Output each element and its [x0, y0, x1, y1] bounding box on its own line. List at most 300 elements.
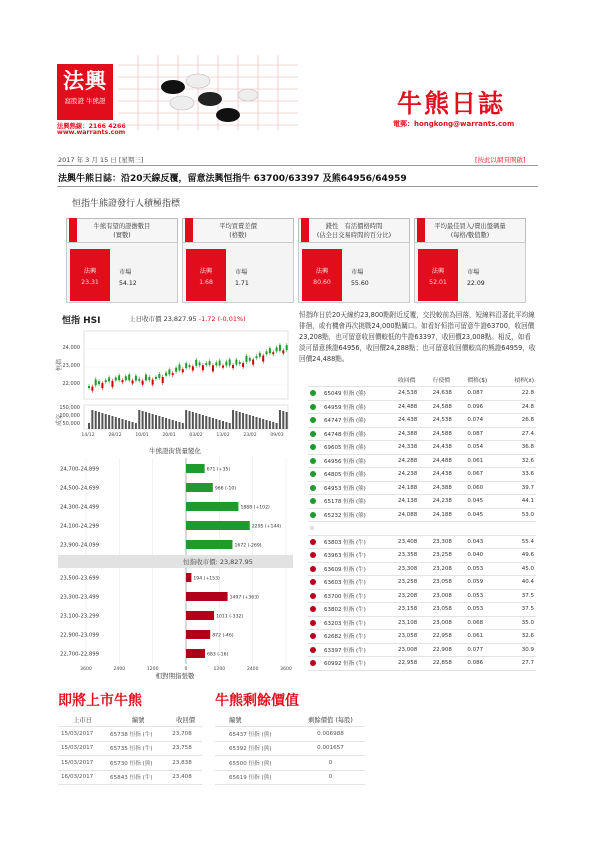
col-header: 槓桿(x) — [501, 373, 536, 387]
bull-dot-icon — [310, 552, 316, 558]
code-cell[interactable]: 64959 恒指 (熊) — [322, 400, 396, 414]
bull-dot-icon — [310, 606, 316, 612]
candle — [235, 360, 237, 365]
card-header — [66, 218, 178, 242]
candle — [168, 369, 170, 374]
col-header — [322, 373, 396, 387]
bear-bar — [186, 630, 210, 639]
strike-cell: 23,008 — [431, 589, 466, 603]
col-header: 收回價 — [396, 373, 431, 387]
volume-bar — [135, 423, 137, 429]
leverage-cell: 49.6 — [501, 549, 536, 563]
close-price-label: 恒指收市價: 23,827.95 — [183, 558, 253, 566]
candle — [115, 377, 117, 380]
candle — [199, 362, 201, 365]
call-price-cell: 23,708 — [169, 727, 202, 742]
market-value: 1.71 — [235, 280, 249, 287]
status-cell — [308, 441, 322, 455]
status-cell — [308, 414, 322, 428]
card-header — [298, 218, 410, 242]
code-cell[interactable]: 64748 恒指 (熊) — [322, 427, 396, 441]
market-block — [119, 267, 137, 289]
status-cell — [308, 468, 322, 482]
volume-bar — [259, 418, 261, 429]
residual-value-cell: 0.001657 — [296, 741, 365, 756]
code-cell[interactable]: 65735 恒指 (牛) — [107, 741, 169, 756]
candle — [212, 365, 214, 371]
bar-value-label: 194 (+153) — [193, 576, 220, 582]
bear-bar — [186, 611, 214, 620]
card-body — [66, 242, 178, 303]
candle — [222, 366, 224, 368]
table-row[interactable] — [308, 576, 536, 590]
card-body — [298, 242, 410, 303]
website-link[interactable]: www.warrants.com — [57, 129, 126, 136]
date-tick: 03/02 — [189, 433, 203, 438]
table-header-row — [58, 712, 202, 727]
volume-bar — [105, 414, 107, 429]
contact-email[interactable]: 電郵：hongkong@warrants.com — [393, 120, 515, 128]
candle — [145, 374, 147, 380]
call-price-cell: 23,308 — [396, 562, 431, 576]
table-row[interactable] — [215, 756, 365, 771]
leverage-cell: 32.6 — [501, 630, 536, 644]
listing-date-cell: 16/03/2017 — [58, 770, 107, 785]
bar-value-label: 1888 (+102) — [240, 505, 270, 511]
candle — [155, 377, 157, 379]
table-row[interactable] — [308, 643, 536, 657]
card-title: 平均最佳買入/賣出盤碼量 — [434, 223, 506, 230]
candle — [209, 361, 211, 365]
indicator-card — [298, 218, 410, 303]
volume-bar — [115, 417, 117, 429]
divider — [57, 165, 538, 166]
volume-bar — [118, 418, 120, 429]
table-row[interactable] — [308, 522, 536, 536]
hsi-title: 恒指 HSI — [62, 316, 101, 326]
candle — [91, 387, 93, 391]
table-row[interactable] — [308, 495, 536, 509]
table-row[interactable] — [215, 741, 365, 756]
code-cell[interactable]: 63397 恒指 (牛) — [322, 643, 396, 657]
price-axis-label: 恒指 — [56, 358, 63, 371]
price-tick: 23,000 — [62, 363, 80, 369]
bar-range-label: 23,500-23,699 — [60, 575, 99, 582]
bar-value-label: 1497 (+363) — [229, 595, 259, 601]
volume-bar — [189, 411, 191, 429]
leverage-cell: 37.5 — [501, 603, 536, 617]
code-cell[interactable]: 65730 恒指 (熊) — [107, 756, 169, 771]
code-cell[interactable]: 63963 恒指 (牛) — [322, 549, 396, 563]
bar-range-label: 24,300-24,499 — [60, 504, 99, 511]
volume-bars — [88, 410, 288, 429]
table-header-row — [215, 712, 365, 727]
candle — [252, 360, 254, 365]
candle — [118, 375, 120, 380]
strike-cell: 23,208 — [431, 562, 466, 576]
table-row[interactable] — [58, 727, 202, 742]
candle — [125, 376, 127, 380]
status-cell — [308, 535, 322, 549]
volume-bar — [138, 410, 140, 429]
leverage-cell: 40.4 — [501, 576, 536, 590]
leverage-cell: 36.8 — [501, 441, 536, 455]
col-header: 行使價 — [431, 373, 466, 387]
code-cell[interactable]: 64747 恒指 (熊) — [322, 414, 396, 428]
table-row[interactable] — [308, 562, 536, 576]
price-cell: 0.053 — [465, 562, 501, 576]
table-row[interactable] — [308, 508, 536, 522]
table-row[interactable] — [58, 770, 202, 785]
thumbs-up-icon — [186, 249, 226, 301]
strike-cell: 23,008 — [431, 616, 466, 630]
x-tick: 0 — [184, 667, 188, 672]
bull-dot-icon — [310, 633, 316, 639]
code-cell[interactable]: 62682 恒指 (牛) — [322, 630, 396, 644]
strike-cell: 22,908 — [431, 643, 466, 657]
thumbs-up-icon — [418, 249, 458, 301]
volume-bar — [272, 422, 274, 429]
market-label: 市場 — [467, 269, 480, 276]
code-cell[interactable]: 63203 恒指 (牛) — [322, 616, 396, 630]
volume-bar — [225, 422, 227, 429]
card-body — [414, 242, 526, 303]
residual-value-cell: 0 — [296, 756, 365, 771]
table-row[interactable] — [308, 387, 536, 401]
hsi-candlestick-chart — [58, 326, 293, 438]
code-cell[interactable]: 64805 恒指 (熊) — [322, 468, 396, 482]
market-block — [351, 267, 369, 289]
status-cell — [308, 616, 322, 630]
bear-dot-icon — [310, 390, 316, 396]
bear-dot-icon — [310, 471, 316, 477]
date-tick: 23/02 — [243, 433, 257, 438]
strike-cell: 24,238 — [431, 495, 466, 509]
price-cell: 0.068 — [465, 616, 501, 630]
leverage-cell: 24.8 — [501, 400, 536, 414]
volume-bar — [232, 410, 234, 429]
code-cell[interactable]: 65049 恒指 (熊) — [322, 387, 396, 401]
volume-bar — [175, 421, 177, 429]
candle — [138, 379, 140, 381]
vol-tick: 100,000 — [59, 413, 80, 419]
code-cell[interactable]: 64953 恒指 (熊) — [322, 481, 396, 495]
code-cell[interactable]: 60992 恒指 (牛) — [322, 657, 396, 671]
price-cell: 0.087 — [465, 387, 501, 401]
status-cell — [308, 508, 322, 522]
vol-tick: 150,000 — [59, 405, 80, 411]
price-cell: 0.054 — [465, 441, 501, 455]
card-subtitle: (佔全日交易時間的百分比) — [316, 232, 392, 239]
table-row[interactable] — [308, 657, 536, 671]
leverage-cell: 35.0 — [501, 616, 536, 630]
candle — [229, 359, 231, 365]
x-tick: 2400 — [113, 667, 126, 672]
code-cell[interactable]: 65178 恒指 (熊) — [322, 495, 396, 509]
bull-dot-icon — [310, 593, 316, 599]
volume-bar — [262, 419, 264, 429]
card-subtitle: (每格/數值數) — [450, 232, 490, 239]
candle — [148, 377, 150, 380]
volume-bar — [279, 410, 281, 429]
candle — [165, 373, 167, 376]
volume-bar — [286, 412, 288, 429]
table-row[interactable] — [308, 549, 536, 563]
table-row[interactable] — [308, 535, 536, 549]
price-cell: 0.045 — [465, 508, 501, 522]
table-row[interactable] — [308, 454, 536, 468]
table-row[interactable] — [308, 427, 536, 441]
call-price-cell: 23,008 — [396, 643, 431, 657]
table-row[interactable] — [308, 414, 536, 428]
x-tick: 1200 — [146, 667, 159, 672]
code-cell[interactable]: 65843 恒指 (牛) — [107, 770, 169, 785]
bull-dot-icon — [310, 539, 316, 545]
volume-bar — [108, 415, 110, 429]
price-cell: 0.086 — [465, 657, 501, 671]
candle — [98, 381, 100, 384]
price-cell: 0.053 — [465, 603, 501, 617]
table-row[interactable] — [308, 603, 536, 617]
price-cell: 0.040 — [465, 549, 501, 563]
bear-bar — [186, 649, 205, 658]
table-row[interactable] — [215, 770, 365, 785]
hotline: 法興熱線：2166 4266 — [57, 123, 126, 130]
strike-cell: 24,538 — [431, 414, 466, 428]
col-header: 編號 — [107, 712, 169, 727]
candle — [135, 376, 137, 381]
go-board-decoration-icon — [118, 55, 298, 130]
bar-range-label: 23,100-23,299 — [60, 613, 99, 620]
sg-label: 法興 — [199, 268, 213, 275]
candle — [172, 373, 174, 375]
table-row[interactable] — [308, 481, 536, 495]
leverage-cell: 27.4 — [501, 427, 536, 441]
volume-bar — [212, 418, 214, 429]
code-cell[interactable]: 65232 恒指 (熊) — [322, 508, 396, 522]
card-header — [414, 218, 526, 242]
bull-bar — [186, 521, 250, 530]
strike-cell: 23,308 — [431, 535, 466, 549]
volume-bar — [229, 423, 231, 429]
bear-dot-icon — [310, 485, 316, 491]
leverage-cell: 55.4 — [501, 535, 536, 549]
strike-cell: 24,188 — [431, 508, 466, 522]
code-cell[interactable]: 65437 恒指 (熊) — [215, 727, 296, 742]
hsi-change: -1.72 (-0.01%) — [198, 315, 246, 323]
table-row[interactable] — [308, 630, 536, 644]
table-row[interactable] — [58, 741, 202, 756]
status-cell — [308, 630, 322, 644]
table-row[interactable] — [308, 441, 536, 455]
bar-range-label: 22,700-22,899 — [60, 651, 99, 658]
hsi-close-value: 23,827.95 — [163, 315, 197, 323]
code-cell[interactable]: 65500 恒指 (熊) — [215, 756, 296, 771]
card-header — [182, 218, 294, 242]
market-label: 市場 — [235, 269, 248, 276]
volume-bar — [88, 423, 90, 429]
code-cell[interactable]: 63802 恒指 (牛) — [322, 603, 396, 617]
status-cell — [308, 589, 322, 603]
candle — [192, 366, 194, 370]
candle — [259, 353, 261, 357]
candle — [219, 361, 221, 366]
volume-bar — [282, 411, 284, 429]
candle — [232, 365, 234, 368]
candle — [205, 363, 207, 365]
bar-chart-title: 牛熊證街貨量變化 — [149, 447, 201, 455]
status-cell — [308, 387, 322, 401]
call-price-cell: 22,958 — [396, 657, 431, 671]
call-price-cell: 23,408 — [169, 770, 202, 785]
candle — [158, 374, 160, 378]
market-value: 55.60 — [351, 280, 369, 287]
candle — [162, 377, 164, 383]
bar-value-label: 671 (+35) — [206, 467, 231, 473]
strike-cell: 23,058 — [431, 576, 466, 590]
volume-bar — [91, 410, 93, 429]
thumbs-up-icon — [302, 249, 342, 301]
card-title: 牛熊有望的證擔數目 — [93, 223, 151, 230]
col-header: 價格($) — [465, 373, 501, 387]
code-cell[interactable]: 63803 恒指 (牛) — [322, 535, 396, 549]
residual-value-cell: 0 — [296, 770, 365, 785]
leverage-cell: 26.8 — [501, 414, 536, 428]
volume-bar — [122, 419, 124, 429]
indicator-section-title: 恒指牛熊證發行人積極指標 — [72, 199, 181, 209]
bar-x-label: 相對期指張數 — [155, 672, 195, 680]
residual-table — [215, 712, 365, 785]
x-tick: 3600 — [280, 667, 292, 672]
table-row[interactable] — [58, 756, 202, 771]
price-cell: 0.061 — [465, 630, 501, 644]
candle — [262, 356, 264, 362]
status-cell — [308, 427, 322, 441]
warrants-table — [308, 373, 536, 671]
call-price-cell: 24,238 — [396, 468, 431, 482]
table-row[interactable] — [308, 400, 536, 414]
strike-cell: 24,638 — [431, 387, 466, 401]
code-cell[interactable]: 65738 恒指 (牛) — [107, 727, 169, 742]
residual-value-cell: 0.006988 — [296, 727, 365, 742]
bar-value-label: 1672 (-269) — [234, 543, 262, 549]
volume-bar — [205, 416, 207, 429]
code-cell[interactable]: 65619 恒指 (熊) — [215, 770, 296, 785]
bull-dot-icon — [310, 566, 316, 572]
x-tick: 1200 — [213, 667, 226, 672]
price-cell: 0.045 — [465, 495, 501, 509]
market-block — [235, 267, 249, 289]
table-header-row — [308, 373, 536, 387]
candle — [266, 351, 268, 354]
x-tick: 3600 — [80, 667, 92, 672]
volume-bar — [148, 413, 150, 429]
date-tick: 14/12 — [81, 433, 95, 438]
bullet-icon — [310, 526, 314, 530]
code-cell[interactable]: 63603 恒指 (牛) — [322, 576, 396, 590]
status-cell — [308, 481, 322, 495]
bull-dot-icon — [310, 620, 316, 626]
candle — [249, 358, 251, 361]
code-cell[interactable]: 63700 恒指 (牛) — [322, 589, 396, 603]
status-cell — [308, 562, 322, 576]
table-row[interactable] — [308, 589, 536, 603]
status-cell — [308, 643, 322, 657]
table-row[interactable] — [308, 468, 536, 482]
card-subtitle: (格數) — [229, 232, 247, 239]
bar-value-label: 2295 (+144) — [251, 524, 282, 530]
volume-bar — [152, 414, 154, 429]
volume-bar — [155, 415, 157, 429]
date-tick: 09/03 — [270, 433, 284, 438]
leverage-cell: 44.1 — [501, 495, 536, 509]
leverage-cell: 32.6 — [501, 454, 536, 468]
candle — [105, 380, 107, 382]
bull-dot-icon — [310, 579, 316, 585]
volume-bar — [165, 418, 167, 429]
volume-bar — [95, 411, 97, 429]
code-cell[interactable]: 69605 恒指 (熊) — [322, 441, 396, 455]
strike-cell: 23,258 — [431, 549, 466, 563]
bull-dot-icon — [310, 647, 316, 653]
market-label: 市場 — [119, 269, 132, 276]
open-in-browser-link[interactable]: [按此以網頁開啟] — [475, 156, 526, 164]
thumbs-up-icon — [70, 249, 110, 301]
candle — [185, 363, 187, 368]
card-subtitle: (實數) — [113, 232, 131, 239]
status-cell — [308, 576, 322, 590]
call-price-cell: 24,088 — [396, 508, 431, 522]
code-cell[interactable]: 64956 恒指 (熊) — [322, 454, 396, 468]
strike-cell: 24,588 — [431, 400, 466, 414]
date-tick: 10/01 — [135, 433, 149, 438]
close-band — [58, 555, 293, 568]
code-cell[interactable]: 63609 恒指 (牛) — [322, 562, 396, 576]
table-row[interactable] — [215, 727, 365, 742]
code-cell[interactable]: 65392 恒指 (熊) — [215, 741, 296, 756]
bull-bar — [186, 464, 205, 473]
candle — [276, 347, 278, 351]
candle — [101, 383, 103, 388]
table-row[interactable] — [308, 616, 536, 630]
leverage-cell: 53.0 — [501, 508, 536, 522]
col-header: 編號 — [215, 712, 296, 727]
bar-value-label: 1011 (-332) — [216, 614, 244, 620]
volume-bar — [235, 411, 237, 429]
call-price-cell: 23,258 — [396, 576, 431, 590]
sg-value: 80.60 — [313, 279, 331, 286]
bear-dot-icon — [310, 458, 316, 464]
date-ticks — [81, 432, 283, 438]
bear-bar — [186, 573, 191, 582]
residual-title: 牛熊剩餘價值 — [215, 693, 299, 709]
leverage-cell: 30.9 — [501, 643, 536, 657]
strike-cell: 24,388 — [431, 481, 466, 495]
indicator-card — [414, 218, 526, 303]
col-header: 收回價 — [169, 712, 202, 727]
volume-bar — [185, 410, 187, 429]
status-cell — [308, 603, 322, 617]
leverage-cell: 37.5 — [501, 589, 536, 603]
bull-dot-icon — [310, 660, 316, 666]
col-header: 上市日 — [58, 712, 107, 727]
vol-axis-label: 成交 — [56, 413, 63, 426]
call-price-cell: 24,138 — [396, 495, 431, 509]
strike-cell: 24,588 — [431, 427, 466, 441]
volume-bar — [111, 416, 113, 429]
bar-value-label: 966 (-10) — [214, 486, 237, 492]
call-price-cell: 24,288 — [396, 454, 431, 468]
